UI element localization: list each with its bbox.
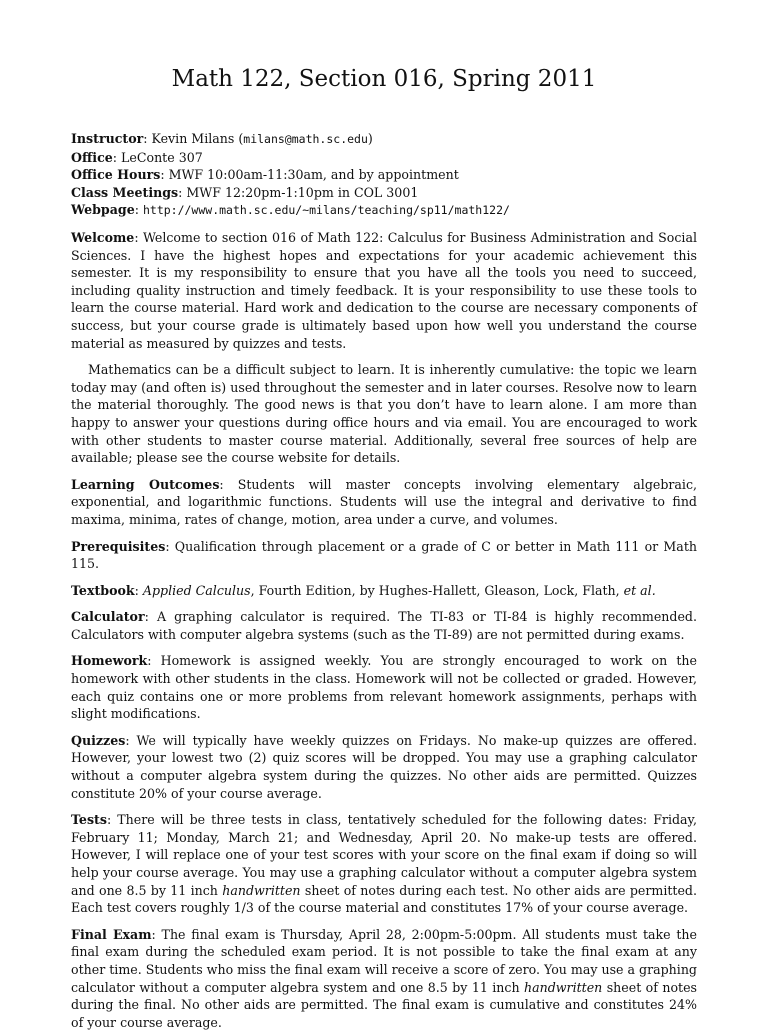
quizzes-text: We will typically have weekly quizzes on Fridays. No make-up quizzes are offered. However, your lowest two (2) quiz scores will be dropped. You may use a graphing calculator without a computer algebra system during the quizzes. No other aids are permitted. Quizzes constitute 20% of your course average. — [71, 732, 697, 801]
learning-outcomes-heading: Learning Outcomes — [71, 476, 220, 492]
prerequisites-text: Qualification through placement or a grade of C or better in Math 111 or Math 115. — [71, 538, 697, 572]
instructor-line: Instructor: Kevin Milans (milans@math.sc.edu) — [71, 131, 373, 146]
office-hours-value: MWF 10:00am-11:30am, and by appointment — [168, 167, 459, 183]
tests-heading: Tests — [71, 812, 107, 828]
class-meetings-label: Class Meetings — [71, 184, 179, 200]
tests-handwritten: handwritten — [222, 882, 301, 898]
office-label: Office — [71, 149, 113, 165]
welcome-text-2: Mathematics can be a difficult subject to learn. It is inherently cumulative: the topic we learn today may (and often is) used throughout the semester and in later courses. Resolve now to learn the material thoroughly. The good news is that you don’t have to learn alone. I am more than happy to answer your questions during office hours and via email. You are encouraged to work with other students to master course material. Additionally, several free sources of help are available; please see the course website for details. — [71, 362, 697, 466]
office-hours-line: Office Hours: MWF 10:00am-11:30am, and by appointment — [71, 167, 459, 183]
learning-outcomes-paragraph: Learning Outcomes: Students will master concepts involving elementary algebraic, exponential, and logarithmic functions. Students will use the integral and derivative to find maxima, minima, rates of change, motion, area under a curve, and volumes. — [71, 476, 698, 527]
prerequisites-heading: Prerequisites — [71, 538, 166, 554]
class-meetings-value: MWF 12:20pm-1:10pm in COL 3001 — [186, 184, 419, 200]
welcome-heading: Welcome — [71, 230, 135, 245]
prerequisites-paragraph: Prerequisites: Qualification through placement or a grade of C or better in Math 111 or Math 115. — [71, 538, 697, 572]
welcome-paragraph: Welcome: Welcome to section 016 of Math 122: Calculus for Business Administration and Social Sciences. I have the highest hopes and expectations for your academic achievement this semester. It is my responsibility to ensure that you have all the tools you need to succeed, including quality instruction and timely feedback. It is your responsibility to use these tools to learn the course material. Hard work and dedication to the course are necessary components of success, but your course grade is ultimately based upon how well you understand the course material as measured by quizzes and tests. — [71, 230, 697, 351]
quizzes-heading: Quizzes — [71, 732, 126, 748]
instructor-name: Kevin Milans — [151, 131, 235, 146]
textbook-paragraph: Textbook: Applied Calculus, Fourth Edition, by Hughes-Hallett, Gleason, Lock, Flath, et al. — [71, 582, 656, 598]
final-exam-heading: Final Exam — [71, 926, 152, 942]
welcome-text: Welcome to section 016 of Math 122: Calculus for Business Administration and Social Sciences. I have the highest hopes and expectations for your academic achievement this semester. It is my responsibility to ensure that you have all the tools you need to succeed, including quality instruction and timely feedback. It is your responsibility to use these tools to learn the course material. Hard work and dedication to the course are necessary components of success, but your course grade is ultimately based upon how well you understand the course material as measured by quizzes and tests. — [71, 230, 697, 351]
webpage-line: Webpage: http://www.math.sc.edu/~milans/teaching/sp11/math122/ — [71, 202, 510, 218]
final-exam-paragraph: Final Exam: The final exam is Thursday, April 28, 2:00pm-5:00pm. All students must take the final exam during the scheduled exam period. It is not possible to take the final exam at any other time. Students who miss the final exam will receive a score of zero. You may use a graphing calculator without a computer algebra system and one 8.5 by 11 inch handwritten sheet of notes during the final. No other aids are permitted. The final exam is cumulative and constitutes 24% of your course average. — [71, 926, 698, 1030]
page-title: Math 122, Section 016, Spring 2011 — [171, 66, 597, 92]
homework-paragraph: Homework: Homework is assigned weekly. You are strongly encouraged to work on the homework with other students in the class. Homework will not be collected or graded. However, each quiz contains one or more problems from relevant homework assignments, perhaps with slight modifications. — [71, 653, 697, 722]
learning-outcomes-text: Students will master concepts involving elementary algebraic, exponential, and logarithmic functions. Students will use the integral and derivative to find maxima, minima, rates of change, motion, area under a curve, and volumes. — [71, 476, 698, 527]
welcome-paragraph-2 — [71, 361, 697, 467]
final-exam-handwritten: handwritten — [523, 979, 603, 995]
tests-paragraph: Tests: There will be three tests in class, tentatively scheduled for the following dates: Friday, February 11; Monday, March 21; and Wednesday, April 20. No make-up tests are offered. However, I will replace one of your test scores with your score on the final exam if doing so will help your course average. You may use a graphing calculator without a computer algebra system and one 8.5 by 11 inch handwritten sheet of notes during each test. No other aids are permitted. Each test covers roughly 1/3 of the course material and constitutes 17% of your course average. — [71, 812, 697, 916]
homework-text: Homework is assigned weekly. You are strongly encouraged to work on the homework with other students in the class. Homework will not be collected or graded. However, each quiz contains one or more problems from relevant homework assignments, perhaps with slight modifications. — [71, 653, 697, 722]
class-meetings-line: Class Meetings: MWF 12:20pm-1:10pm in COL 3001 — [71, 184, 419, 200]
office-hours-label: Office Hours — [71, 167, 161, 183]
calculator-paragraph: Calculator: A graphing calculator is required. The TI-83 or TI-84 is highly recommended. Calculators with computer algebra systems (such as the TI-89) are not permitted during exams. — [71, 609, 697, 642]
quizzes-paragraph: Quizzes: We will typically have weekly quizzes on Fridays. No make-up quizzes are offered. However, your lowest two (2) quiz scores will be dropped. You may use a graphing calculator without a computer algebra system during the quizzes. No other aids are permitted. Quizzes constitute 20% of your course average. — [71, 732, 697, 801]
tests-text-b: sheet of notes during each test. No other aids are permitted. Each test covers roughly 1/3 of the course material and constitutes 17% of your course average. — [71, 882, 697, 916]
textbook-heading: Textbook — [71, 582, 135, 598]
calculator-text: A graphing calculator is required. The TI-83 or TI-84 is highly recommended. Calculators with computer algebra systems (such as the TI-89) are not permitted during exams. — [71, 609, 697, 642]
textbook-title: Applied Calculus — [142, 582, 251, 598]
course-info — [71, 130, 697, 220]
textbook-text: , Fourth Edition, by Hughes-Hallett, Gleason, Lock, Flath, — [250, 582, 624, 598]
office-value: LeConte 307 — [121, 149, 203, 165]
final-exam-text-a: The final exam is Thursday, April 28, 2:00pm-5:00pm. All students must take the final exam during the scheduled exam period. It is not possible to take the final exam at any other time. Students who miss the final exam will receive a score of zero. You may use a graphing calculator without a computer algebra system and one 8.5 by 11 inch — [71, 926, 697, 995]
homework-heading: Homework — [71, 653, 148, 669]
tests-text-a: There will be three tests in class, tentatively scheduled for the following dates: Friday, February 11; Monday, March 21; and Wednesday, April 20. No make-up tests are offered. However, I will replace one of your test scores with your score on the final exam if doing so will help your course average. You may use a graphing calculator without a computer algebra system and one 8.5 by 11 inch — [71, 812, 697, 898]
syllabus-body — [71, 229, 697, 1031]
calculator-heading: Calculator — [71, 609, 145, 625]
textbook-etal: et al. — [623, 582, 656, 598]
webpage-label: Webpage — [71, 202, 135, 218]
instructor-label: Instructor — [71, 131, 144, 146]
instructor-email: milans@math.sc.edu — [243, 132, 368, 146]
office-line: Office: LeConte 307 — [71, 149, 203, 165]
final-exam-text-b: sheet of notes during the final. No other aids are permitted. The final exam is cumulative and constitutes 24% of your course average. — [71, 979, 698, 1030]
webpage-url: http://www.math.sc.edu/~milans/teaching/sp11/math122/ — [142, 203, 510, 218]
